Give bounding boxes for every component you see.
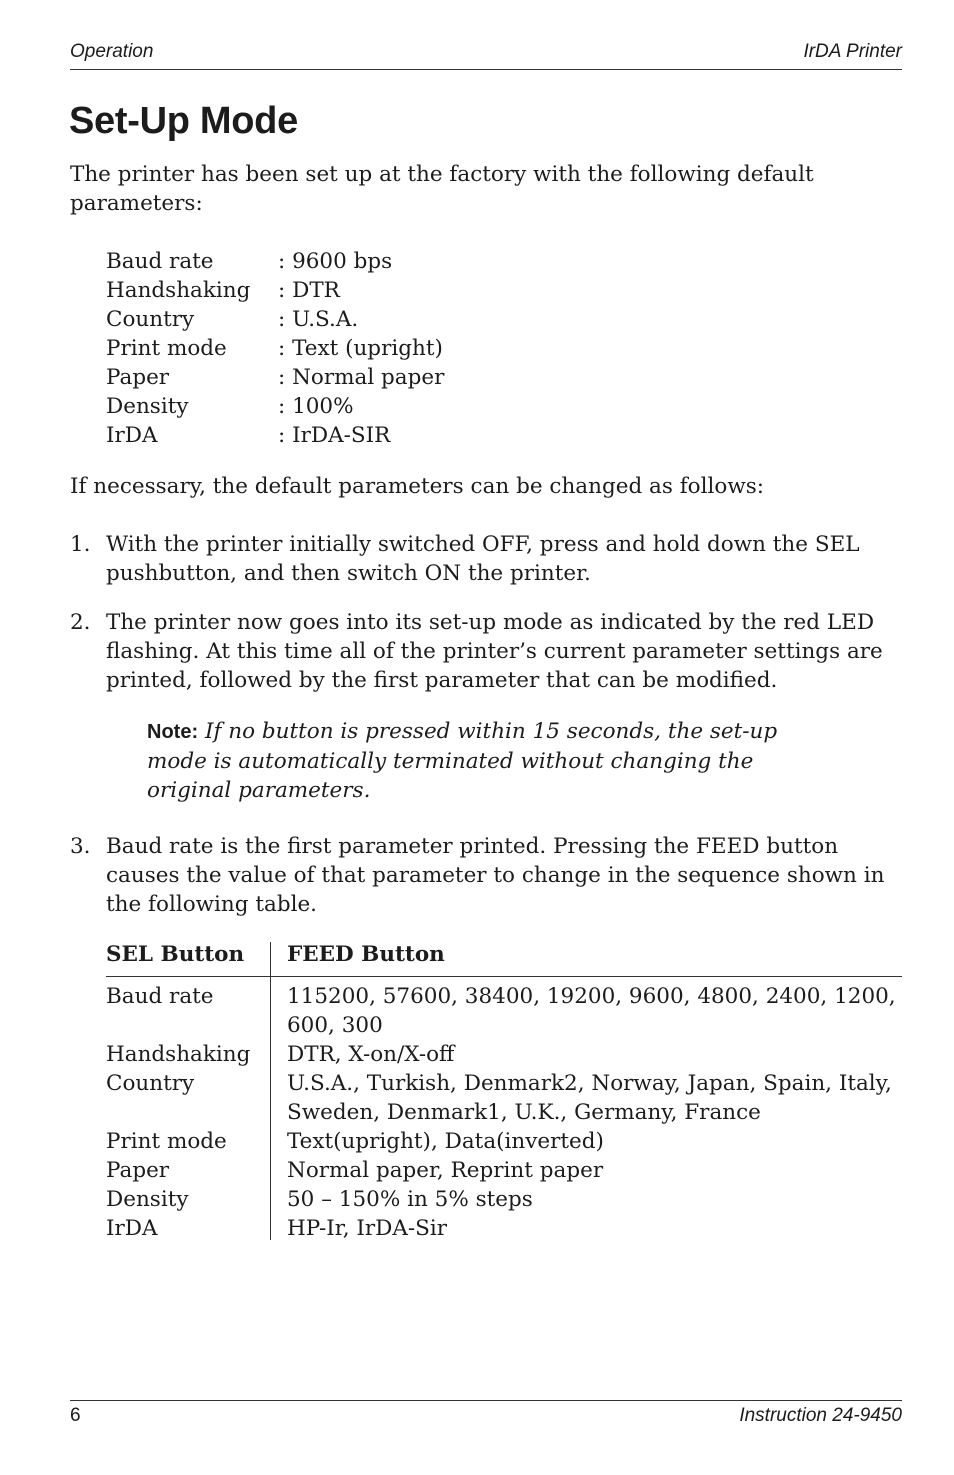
feed-cell: HP-Ir, IrDA-Sir: [287, 1216, 448, 1241]
note-label: Note:: [147, 721, 199, 743]
table-row: [106, 1040, 902, 1069]
feed-cell: Normal paper, Reprint paper: [287, 1158, 604, 1183]
param-key: Paper: [106, 365, 170, 390]
table-row: [106, 1185, 902, 1214]
table-row: [106, 1127, 902, 1156]
sel-cell: Paper: [106, 1158, 170, 1183]
param-value: : DTR: [278, 278, 340, 303]
sel-cell: Density: [106, 1187, 189, 1212]
param-row: [106, 305, 444, 334]
table-row: [106, 1214, 902, 1243]
param-value: : Normal paper: [278, 365, 445, 390]
note-text: If no button is pressed within 15 seconds, the set-up mode is automatically terminated without changing the original parameters.: [147, 719, 778, 803]
sel-cell: IrDA: [106, 1216, 158, 1241]
step-1: [70, 530, 905, 588]
param-value: : Text (upright): [278, 336, 443, 361]
feed-cell: 50 – 150% in 5% steps: [287, 1187, 533, 1212]
param-value: : U.S.A.: [278, 307, 359, 332]
table-header: [106, 940, 902, 977]
header-sel-button: SEL Button: [106, 942, 245, 967]
param-key: Density: [106, 394, 189, 419]
table-row: [106, 982, 902, 1040]
page-title: Set-Up Mode: [69, 100, 298, 142]
feed-cell: Text(upright), Data(inverted): [287, 1129, 604, 1154]
step-2: [70, 608, 905, 695]
step-number: 2.: [70, 610, 91, 635]
table-body: [106, 982, 902, 1243]
param-row: [106, 392, 444, 421]
sel-cell: Print mode: [106, 1129, 227, 1154]
param-row: [106, 421, 444, 450]
param-key: Print mode: [106, 336, 227, 361]
feed-cell: 115200, 57600, 38400, 19200, 9600, 4800, 2400, 1200, 600, 300: [287, 984, 896, 1038]
param-value: : 9600 bps: [278, 249, 393, 274]
param-row: [106, 276, 444, 305]
page-number: 6: [70, 1405, 81, 1426]
param-value: : 100%: [278, 394, 354, 419]
change-intro: If necessary, the default parameters can be changed as follows:: [70, 474, 765, 499]
step-text: The printer now goes into its set-up mode as indicated by the red LED flashing. At this time all of the printer’s current parameter settings are printed, followed by the first parameter that can be modified.: [106, 610, 883, 693]
button-sequence-table: [106, 940, 902, 1243]
default-params-list: [106, 247, 444, 450]
note-block: [147, 717, 807, 805]
header-feed-button: FEED Button: [287, 942, 445, 967]
step-text: Baud rate is the first parameter printed. Pressing the FEED button causes the value of that parameter to change in the sequence shown in the following table.: [106, 834, 885, 917]
feed-cell: U.S.A., Turkish, Denmark2, Norway, Japan, Spain, Italy, Sweden, Denmark1, U.K., Germany, France: [287, 1071, 892, 1125]
param-key: Baud rate: [106, 249, 214, 274]
table-row: [106, 1069, 902, 1127]
param-row: [106, 363, 444, 392]
step-text: With the printer initially switched OFF, press and hold down the SEL pushbutton, and then switch ON the printer.: [106, 532, 860, 586]
param-key: IrDA: [106, 423, 158, 448]
header-product: IrDA Printer: [803, 41, 902, 62]
param-value: : IrDA-SIR: [278, 423, 391, 448]
step-number: 3.: [70, 834, 91, 859]
param-row: [106, 247, 444, 276]
param-key: Country: [106, 307, 195, 332]
intro-paragraph: The printer has been set up at the factory with the following default parameters:: [70, 162, 814, 216]
step-3: [70, 832, 905, 919]
header-section: Operation: [70, 41, 154, 62]
param-row: [106, 334, 444, 363]
document-id: Instruction 24-9450: [739, 1405, 902, 1426]
sel-cell: Baud rate: [106, 984, 214, 1009]
table-row: [106, 1156, 902, 1185]
step-number: 1.: [70, 532, 91, 557]
page-footer: [70, 1400, 902, 1431]
sel-cell: Handshaking: [106, 1042, 251, 1067]
feed-cell: DTR, X-on/X-off: [287, 1042, 455, 1067]
sel-cell: Country: [106, 1071, 195, 1096]
page-header: [70, 41, 902, 70]
param-key: Handshaking: [106, 278, 251, 303]
